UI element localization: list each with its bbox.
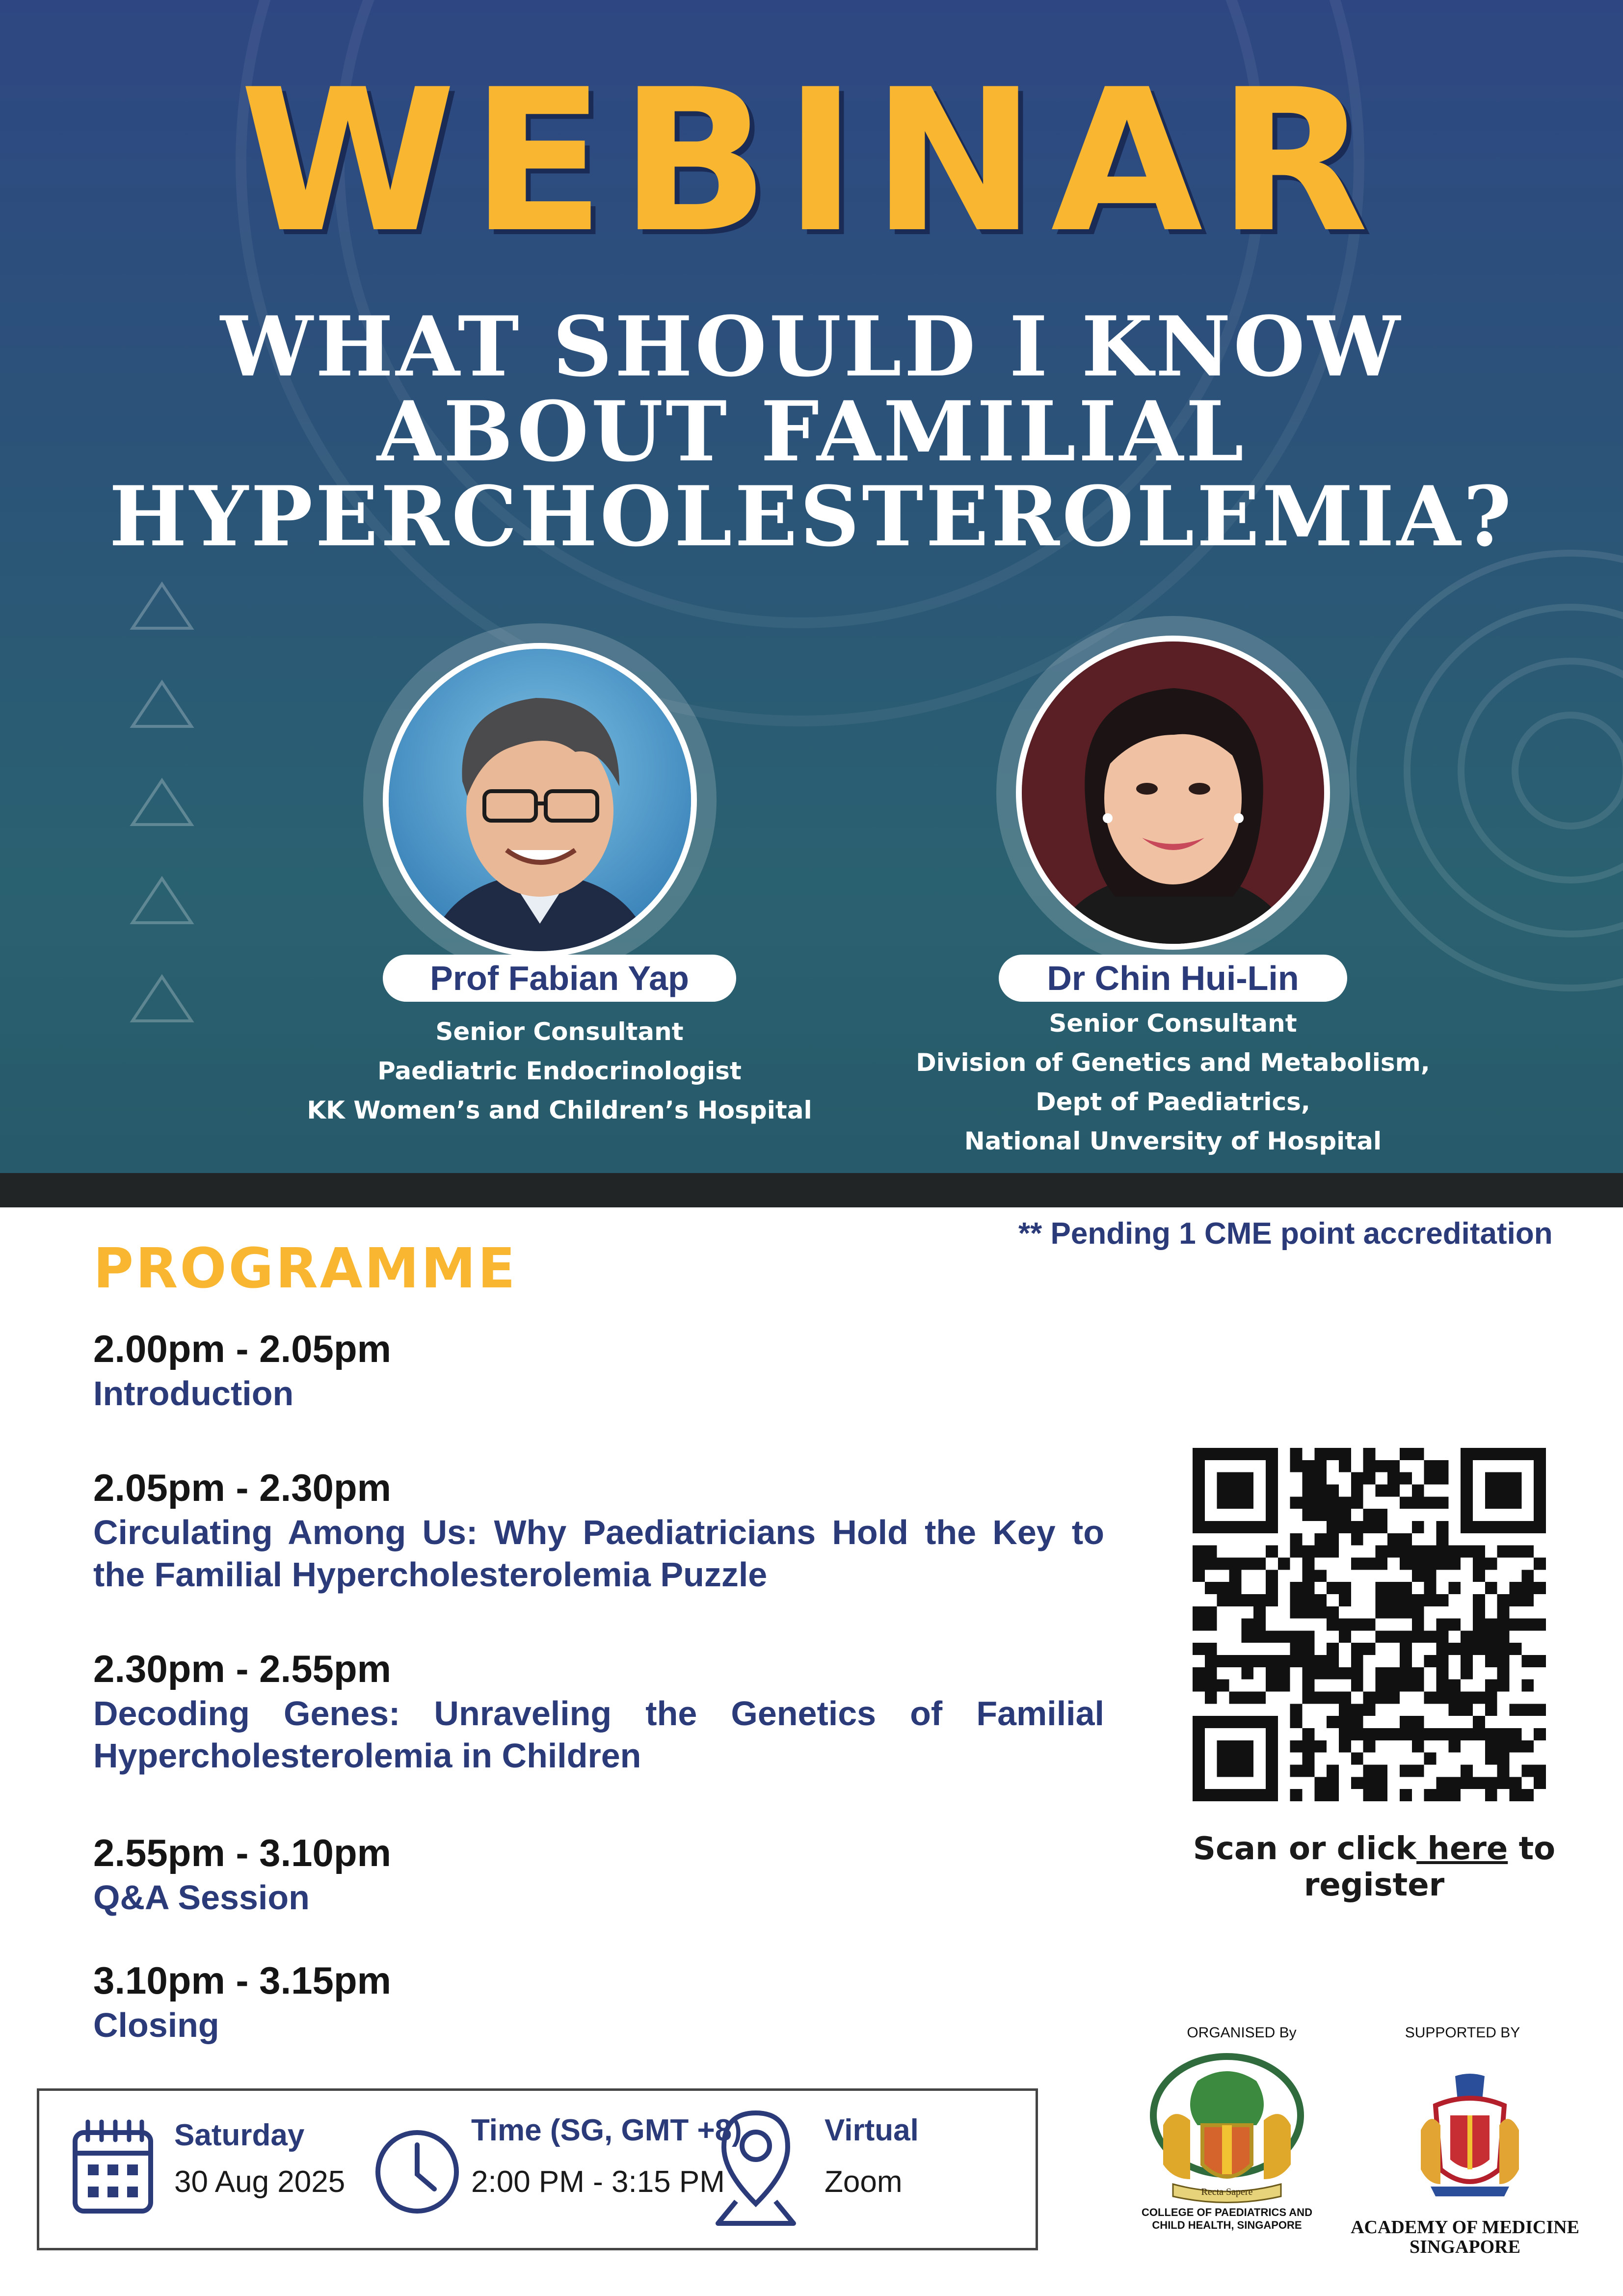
speaker-name: Dr Chin Hui-Lin <box>999 955 1347 1002</box>
venue-label: Virtual <box>825 2113 919 2147</box>
decorative-triangles <box>128 579 196 1036</box>
programme-item <box>93 1957 1104 2046</box>
speaker-photo-fabian-yap <box>383 643 697 957</box>
svg-text:Recta Sapere: Recta Sapere <box>1201 2187 1253 2197</box>
supporter-name <box>1347 2217 1583 2257</box>
speaker-info-fabian-yap <box>236 1012 883 1130</box>
speaker-info-line: Division of Genetics and Metabolism, <box>916 1048 1430 1077</box>
programme-item <box>93 1325 1104 1415</box>
speaker-info-line: Dept of Paediatrics, <box>1036 1088 1310 1116</box>
speaker-photo-chin-hui-lin <box>1016 636 1330 950</box>
programme-time: 2.05pm - 2.30pm <box>93 1466 391 1509</box>
event-time: 2:00 PM - 3:15 PM <box>471 2165 725 2199</box>
event-date: 30 Aug 2025 <box>174 2165 346 2199</box>
speaker-info-chin-hui-lin <box>844 1004 1502 1161</box>
programme-title: Decoding Genes: Unraveling the Genetics of Familial Hypercholesterolemia in Children <box>93 1694 1104 1775</box>
event-info-box <box>37 2088 1038 2250</box>
supporter-name-line: SINGAPORE <box>1410 2237 1520 2257</box>
event-type-heading: WEBINAR <box>239 48 1384 276</box>
speaker-info-line: National Unversity of Hospital <box>964 1127 1382 1155</box>
event-day: Saturday <box>174 2118 305 2152</box>
register-prefix: Scan or click <box>1193 1831 1417 1867</box>
register-link[interactable]: here <box>1416 1831 1508 1867</box>
webinar-title-line: ABOUT FAMILIAL <box>376 383 1247 481</box>
supporter-name-line: ACADEMY OF MEDICINE <box>1351 2217 1579 2238</box>
speaker-name: Prof Fabian Yap <box>383 955 736 1002</box>
cme-accreditation-note: ** Pending 1 CME point accreditation <box>1018 1217 1553 1251</box>
programme-time: 2.00pm - 2.05pm <box>93 1327 391 1370</box>
time-label: Time (SG, GMT +8) <box>471 2113 742 2147</box>
programme-title: Q&A Session <box>93 1878 310 1917</box>
registration-qr-code[interactable] <box>1193 1448 1546 1801</box>
programme-time: 3.10pm - 3.15pm <box>93 1959 391 2002</box>
programme-item <box>93 1464 1104 1596</box>
college-crest-logo <box>1144 2052 1310 2206</box>
organiser-name-line: COLLEGE OF PAEDIATRICS AND <box>1142 2206 1312 2218</box>
organiser-name <box>1114 2206 1340 2232</box>
speaker-info-line: Senior Consultant <box>1049 1009 1297 1038</box>
supported-by-label: SUPPORTED BY <box>1405 2025 1520 2041</box>
speaker-info-line: Paediatric Endocrinologist <box>377 1057 742 1085</box>
organised-by-label: ORGANISED By <box>1187 2025 1297 2041</box>
programme-title: Circulating Among Us: Why Paediatricians Hold the Key to the Familial Hypercholesterolemia Puzzle <box>93 1513 1104 1594</box>
webinar-title-line: WHAT SHOULD I KNOW <box>220 298 1403 395</box>
calendar-icon <box>71 2118 155 2216</box>
event-venue: Zoom <box>825 2165 903 2199</box>
clock-icon <box>373 2128 461 2216</box>
organiser-name-line: CHILD HEALTH, SINGAPORE <box>1152 2219 1302 2231</box>
programme-title: Introduction <box>93 1374 294 1413</box>
programme-item <box>93 1645 1104 1777</box>
webinar-title-line: HYPERCHOLESTEROLEMIA? <box>109 468 1514 565</box>
programme-time: 2.30pm - 2.55pm <box>93 1647 391 1690</box>
programme-heading: PROGRAMME <box>93 1237 517 1301</box>
programme-time: 2.55pm - 3.10pm <box>93 1831 391 1874</box>
webinar-title <box>0 298 1623 565</box>
register-suffix: to register <box>1304 1831 1556 1903</box>
location-pin-icon <box>714 2106 798 2228</box>
divider-strip <box>0 1173 1623 1207</box>
decorative-circles <box>1512 712 1623 829</box>
programme-item <box>93 1829 1104 1919</box>
speaker-info-line: KK Women’s and Children’s Hospital <box>307 1096 812 1124</box>
speaker-info-line: Senior Consultant <box>435 1017 684 1046</box>
register-instruction <box>1129 1831 1620 1903</box>
qr-code-icon <box>1193 1448 1546 1801</box>
programme-title: Closing <box>93 2006 219 2044</box>
academy-crest-logo <box>1421 2071 1519 2201</box>
